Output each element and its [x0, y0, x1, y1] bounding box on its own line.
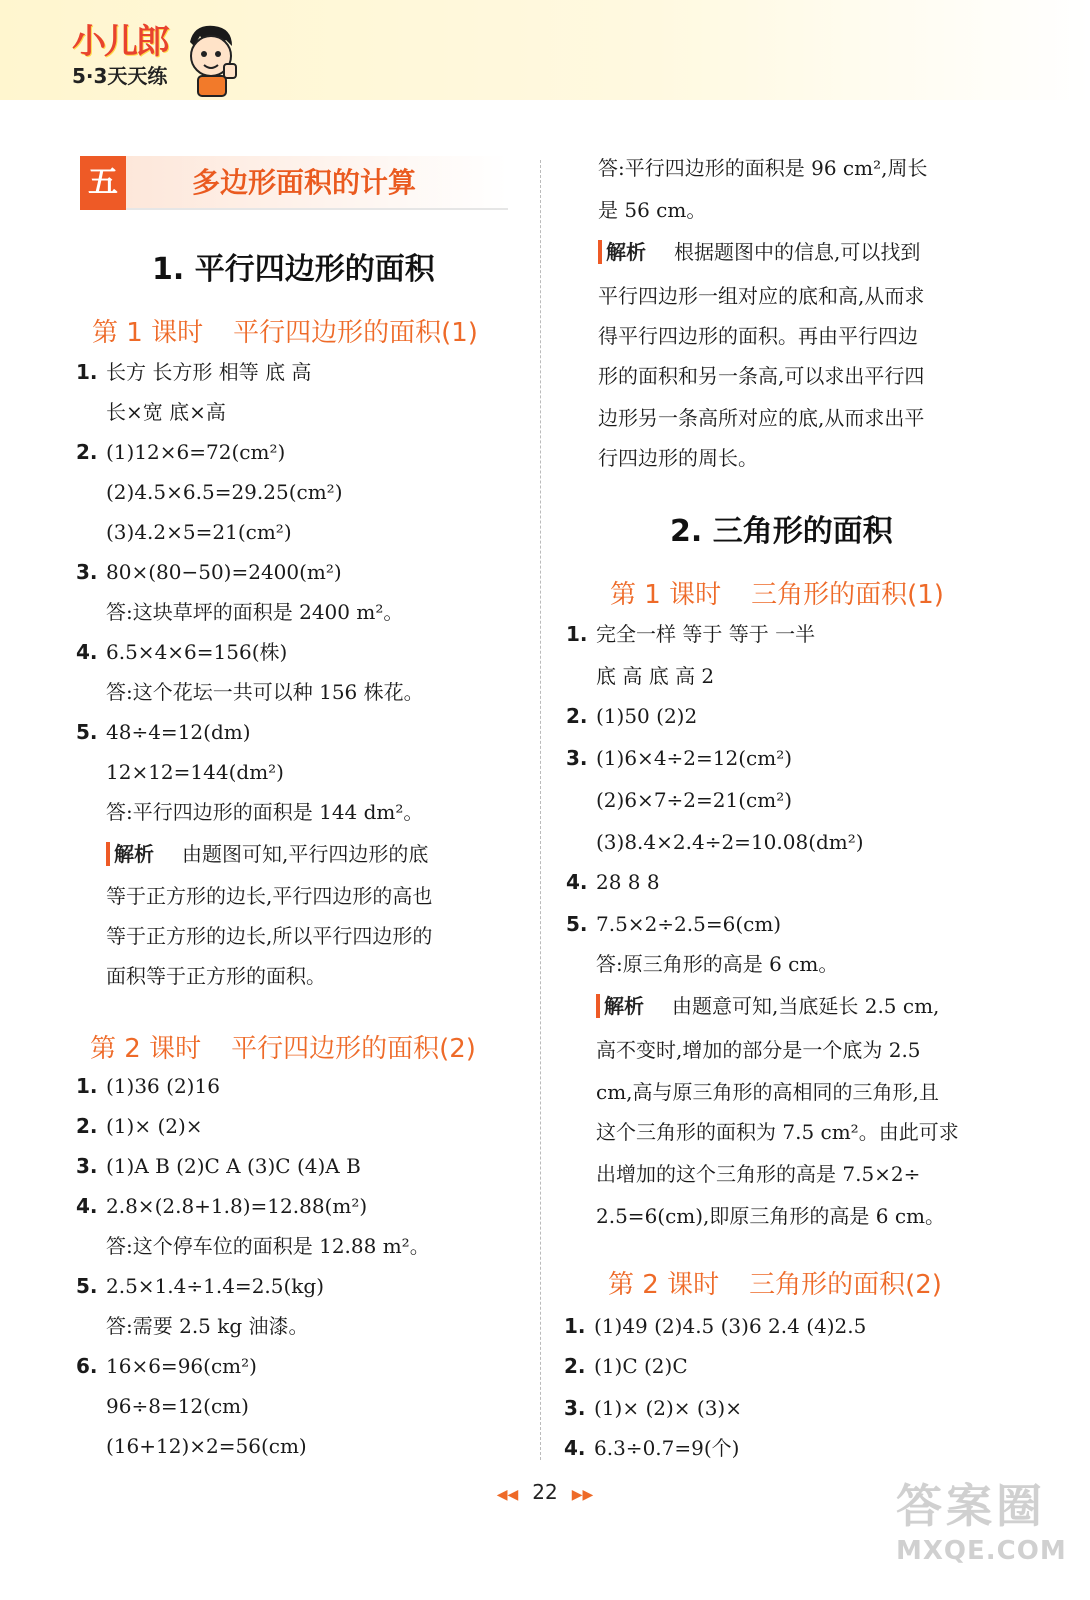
analysis-block [596, 994, 939, 1018]
item-text: (1)C (2)C [594, 1354, 688, 1378]
section-title-triangle: 2. 三角形的面积 [670, 514, 893, 549]
item-number: 2. [564, 1354, 586, 1378]
item-text: (1)12×6=72(cm²) [106, 440, 286, 464]
answer-item [566, 704, 697, 728]
analysis-line: 等于正方形的边长,平行四边形的高也 [106, 884, 433, 908]
analysis-line: 形的面积和另一条高,可以求出平行四 [598, 364, 925, 388]
answer-line: 答:需要 2.5 kg 油漆。 [106, 1314, 309, 1338]
answer-item [564, 1396, 742, 1420]
brand-logo [72, 24, 168, 88]
item-text: (1)× (2)× [106, 1114, 203, 1138]
item-number: 1. [76, 1074, 98, 1098]
answer-line: (3)8.4×2.4÷2=10.08(dm²) [596, 830, 864, 854]
answer-item [566, 912, 781, 936]
analysis-text: 由题意可知,当底延长 2.5 cm, [672, 994, 940, 1018]
answer-line: (3)4.2×5=21(cm²) [106, 520, 292, 544]
answer-item [564, 1436, 739, 1460]
answer-item [564, 1354, 688, 1378]
watermark-text: 答案圈 [896, 1479, 1046, 1533]
analysis-line: 等于正方形的边长,所以平行四边形的 [106, 924, 433, 948]
answer-line: 答:平行四边形的面积是 144 dm²。 [106, 800, 424, 824]
item-number: 2. [76, 1114, 98, 1138]
answer-line: 12×12=144(dm²) [106, 760, 284, 784]
answer-item [76, 1194, 367, 1218]
brand-subtitle: 5·3天天练 [72, 64, 168, 88]
answer-item [76, 1114, 203, 1138]
answer-item [564, 1314, 866, 1338]
lesson-title-2 [90, 1028, 476, 1065]
answer-line: 答:这个停车位的面积是 12.88 m²。 [106, 1234, 430, 1258]
chapter-title: 多边形面积的计算 [126, 156, 508, 210]
answer-item [76, 1274, 324, 1298]
item-number: 5. [566, 912, 588, 936]
item-text: 长方 长方形 相等 底 高 [106, 360, 312, 384]
item-text: (1)A B (2)C A (3)C (4)A B [106, 1154, 361, 1178]
analysis-block [106, 842, 428, 866]
analysis-line: 面积等于正方形的面积。 [106, 964, 326, 988]
answer-item [76, 560, 342, 584]
answer-line: (2)6×7÷2=21(cm²) [596, 788, 793, 812]
chapter-number: 五 [80, 156, 126, 210]
item-text: 7.5×2÷2.5=6(cm) [596, 912, 782, 936]
item-text: 6.3÷0.7=9(个) [594, 1436, 740, 1460]
lesson-title-4 [608, 1264, 942, 1301]
answer-line: 96÷8=12(cm) [106, 1394, 249, 1418]
answer-line: 是 56 cm。 [598, 198, 707, 222]
answer-line: 底 高 底 高 2 [596, 664, 715, 688]
analysis-line: cm,高与原三角形的高相同的三角形,且 [596, 1080, 939, 1104]
lesson-name: 三角形的面积(2) [749, 1270, 942, 1300]
answer-line: 答:平行四边形的面积是 96 cm²,周长 [598, 156, 928, 180]
item-number: 4. [564, 1436, 586, 1460]
item-number: 2. [566, 704, 588, 728]
answer-item [76, 640, 287, 664]
item-number: 5. [76, 1274, 98, 1298]
analysis-line: 2.5=6(cm),即原三角形的高是 6 cm。 [596, 1204, 946, 1228]
answer-line: 答:这块草坪的面积是 2400 m²。 [106, 600, 404, 624]
answer-item [76, 360, 311, 384]
analysis-text: 根据题图中的信息,可以找到 [674, 240, 921, 264]
watermark-logo [896, 1476, 1066, 1586]
answer-item [566, 746, 792, 770]
item-number: 1. [564, 1314, 586, 1338]
answer-item [76, 720, 251, 744]
item-number: 1. [566, 622, 588, 646]
item-number: 3. [564, 1396, 586, 1420]
item-number: 5. [76, 720, 98, 744]
analysis-line: 得平行四边形的面积。再由平行四边 [598, 324, 918, 348]
analysis-line: 行四边形的周长。 [598, 446, 758, 470]
item-number: 3. [566, 746, 588, 770]
lesson-label: 第 2 课时 [90, 1034, 202, 1064]
item-number: 3. [76, 560, 98, 584]
item-text: 完全一样 等于 等于 一半 [596, 622, 816, 646]
analysis-line: 这个三角形的面积为 7.5 cm²。由此可求 [596, 1120, 959, 1144]
page-number: 22 [532, 1480, 558, 1504]
analysis-tag: 解析 [106, 842, 154, 866]
analysis-line: 平行四边形一组对应的底和高,从而求 [598, 284, 925, 308]
next-page-icon: ▶▶ [571, 1487, 594, 1503]
item-text: 2.8×(2.8+1.8)=12.88(m²) [106, 1194, 368, 1218]
lesson-name: 三角形的面积(1) [751, 580, 944, 610]
item-text: 28 8 8 [596, 870, 660, 894]
prev-page-icon: ◀◀ [496, 1487, 519, 1503]
analysis-line: 出增加的这个三角形的高是 7.5×2÷ [596, 1162, 921, 1186]
analysis-tag: 解析 [598, 240, 646, 264]
analysis-line: 边形另一条高所对应的底,从而求出平 [598, 406, 925, 430]
watermark-url: MXQE.COM [896, 1536, 1067, 1566]
analysis-block [598, 240, 920, 264]
lesson-name: 平行四边形的面积(1) [233, 318, 478, 348]
item-text: 48÷4=12(dm) [106, 720, 251, 744]
item-text: (1)50 (2)2 [596, 704, 698, 728]
item-text: 80×(80−50)=2400(m²) [106, 560, 342, 584]
answer-item [76, 440, 285, 464]
item-text: 2.5×1.4÷1.4=2.5(kg) [106, 1274, 325, 1298]
item-number: 6. [76, 1354, 98, 1378]
brand-name: 小儿郎 [72, 22, 168, 62]
lesson-label: 第 1 课时 [610, 580, 722, 610]
item-number: 4. [76, 1194, 98, 1218]
lesson-title-3 [610, 574, 944, 611]
item-number: 3. [76, 1154, 98, 1178]
item-number: 4. [76, 640, 98, 664]
analysis-line: 高不变时,增加的部分是一个底为 2.5 [596, 1038, 921, 1062]
item-text: (1)6×4÷2=12(cm²) [596, 746, 793, 770]
item-number: 4. [566, 870, 588, 894]
chapter-header [80, 156, 508, 210]
item-text: (1)× (2)× (3)× [594, 1396, 742, 1420]
lesson-name: 平行四边形的面积(2) [231, 1034, 476, 1064]
item-text: (1)49 (2)4.5 (3)6 2.4 (4)2.5 [594, 1314, 867, 1338]
answer-item [566, 622, 815, 646]
lesson-title-1 [92, 312, 478, 349]
answer-line: 长×宽 底×高 [106, 400, 226, 424]
answer-item [76, 1354, 257, 1378]
item-text: 16×6=96(cm²) [106, 1354, 257, 1378]
item-number: 2. [76, 440, 98, 464]
item-number: 1. [76, 360, 98, 384]
answer-line: (16+12)×2=56(cm) [106, 1434, 307, 1458]
mascot-icon [180, 20, 240, 100]
item-text: (1)36 (2)16 [106, 1074, 220, 1098]
answer-line: 答:这个花坛一共可以种 156 株花。 [106, 680, 424, 704]
answer-line: 答:原三角形的高是 6 cm。 [596, 952, 839, 976]
lesson-label: 第 2 课时 [608, 1270, 720, 1300]
answer-item [76, 1074, 220, 1098]
analysis-text: 由题图可知,平行四边形的底 [182, 842, 429, 866]
item-text: 6.5×4×6=156(株) [106, 640, 288, 664]
column-divider [540, 160, 541, 1460]
analysis-tag: 解析 [596, 994, 644, 1018]
lesson-label: 第 1 课时 [92, 318, 204, 348]
answer-line: (2)4.5×6.5=29.25(cm²) [106, 480, 343, 504]
section-title-parallelogram: 1. 平行四边形的面积 [152, 252, 435, 287]
answer-item [76, 1154, 361, 1178]
answer-item [566, 870, 660, 894]
